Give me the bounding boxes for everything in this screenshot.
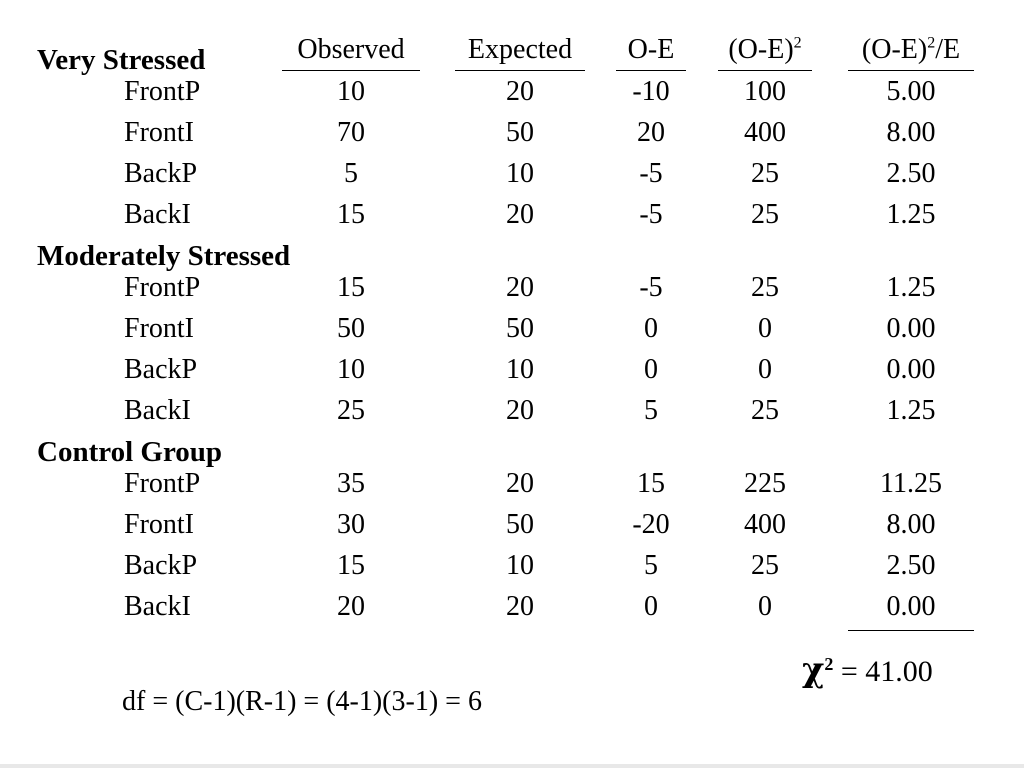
row-label: FrontI — [124, 117, 194, 148]
cell-expected: 10 — [506, 354, 534, 385]
cell-o-minus-e: -10 — [632, 76, 670, 107]
cell-chi-component: 0.00 — [886, 313, 936, 344]
row-label: FrontI — [124, 509, 194, 540]
cell-o-minus-e-squared: 25 — [751, 550, 779, 581]
row-label: BackI — [124, 199, 191, 230]
cell-expected: 20 — [506, 468, 534, 499]
cell-expected: 50 — [506, 313, 534, 344]
row-label: BackI — [124, 591, 191, 622]
header-underline-observed — [282, 70, 420, 71]
header-expected: Expected — [467, 34, 573, 65]
row-label: BackP — [124, 550, 198, 581]
cell-o-minus-e: 5 — [644, 550, 658, 581]
cell-observed: 10 — [337, 354, 365, 385]
header-chi-component: $(O-E)^2/E$ — [861, 34, 961, 65]
header-underline-chi-component — [848, 70, 974, 71]
cell-expected: 20 — [506, 591, 534, 622]
cell-chi-component: 2.50 — [886, 550, 936, 581]
row-label: FrontI — [124, 313, 194, 344]
header-o-minus-e-squared: $(O-E)^2$ — [728, 34, 802, 65]
cell-o-minus-e-squared: 25 — [751, 272, 779, 303]
row-label: FrontP — [124, 272, 201, 303]
cell-observed: 35 — [337, 468, 365, 499]
cell-o-minus-e-squared: 100 — [744, 76, 786, 107]
cell-observed: 15 — [337, 272, 365, 303]
cell-expected: 50 — [506, 117, 534, 148]
group-title: Moderately Stressed — [37, 240, 291, 272]
header-observed: Observed — [297, 34, 405, 65]
row-label: FrontP — [124, 468, 201, 499]
cell-chi-component: 1.25 — [886, 272, 936, 303]
cell-o-minus-e: -5 — [639, 272, 663, 303]
cell-chi-component: 11.25 — [880, 468, 942, 499]
group-title: Control Group — [37, 436, 223, 468]
cell-observed: 10 — [337, 76, 365, 107]
cell-o-minus-e: 0 — [644, 354, 658, 385]
cell-expected: 20 — [506, 76, 534, 107]
chi-square-total: $\chi^2 = 41.00$ — [802, 650, 933, 690]
row-label: BackP — [124, 158, 198, 189]
cell-o-minus-e-squared: 225 — [744, 468, 786, 499]
header-o-minus-e: O-E — [627, 34, 675, 65]
cell-o-minus-e-squared: 25 — [751, 158, 779, 189]
cell-chi-component: 8.00 — [886, 117, 936, 148]
cell-chi-component: 1.25 — [886, 395, 936, 426]
cell-o-minus-e-squared: 0 — [758, 313, 772, 344]
cell-expected: 20 — [506, 272, 534, 303]
cell-chi-component: 5.00 — [886, 76, 936, 107]
cell-chi-component: 8.00 — [886, 509, 936, 540]
cell-chi-component: 2.50 — [886, 158, 936, 189]
sum-rule — [848, 630, 974, 631]
cell-o-minus-e: 15 — [637, 468, 665, 499]
header-underline-expected — [455, 70, 585, 71]
group-title: Very Stressed — [37, 44, 206, 76]
cell-observed: 5 — [344, 158, 358, 189]
cell-chi-component: 0.00 — [886, 591, 936, 622]
row-label: FrontP — [124, 76, 201, 107]
cell-o-minus-e: 0 — [644, 591, 658, 622]
header-underline-o-minus-e-squared — [718, 70, 812, 71]
cell-o-minus-e-squared: 400 — [744, 509, 786, 540]
degrees-of-freedom-formula: df = (C-1)(R-1) = (4-1)(3-1) = 6 — [122, 686, 482, 717]
cell-o-minus-e: 20 — [637, 117, 665, 148]
cell-o-minus-e-squared: 25 — [751, 199, 779, 230]
cell-expected: 20 — [506, 395, 534, 426]
cell-expected: 10 — [506, 550, 534, 581]
cell-o-minus-e: -5 — [639, 158, 663, 189]
cell-observed: 15 — [337, 199, 365, 230]
cell-observed: 70 — [337, 117, 365, 148]
cell-o-minus-e: -20 — [632, 509, 670, 540]
cell-o-minus-e: 5 — [644, 395, 658, 426]
cell-expected: 20 — [506, 199, 534, 230]
cell-chi-component: 1.25 — [886, 199, 936, 230]
row-label: BackI — [124, 395, 191, 426]
chi-symbol: χ — [802, 650, 825, 690]
cell-o-minus-e-squared: 400 — [744, 117, 786, 148]
cell-o-minus-e-squared: 25 — [751, 395, 779, 426]
header-underline-o-minus-e — [616, 70, 686, 71]
cell-expected: 10 — [506, 158, 534, 189]
cell-o-minus-e: 0 — [644, 313, 658, 344]
cell-observed: 30 — [337, 509, 365, 540]
bottom-border — [0, 764, 1024, 768]
row-label: BackP — [124, 354, 198, 385]
cell-o-minus-e-squared: 0 — [758, 354, 772, 385]
cell-o-minus-e: -5 — [639, 199, 663, 230]
cell-observed: 15 — [337, 550, 365, 581]
cell-observed: 25 — [337, 395, 365, 426]
cell-observed: 20 — [337, 591, 365, 622]
cell-expected: 50 — [506, 509, 534, 540]
cell-o-minus-e-squared: 0 — [758, 591, 772, 622]
cell-chi-component: 0.00 — [886, 354, 936, 385]
cell-observed: 50 — [337, 313, 365, 344]
